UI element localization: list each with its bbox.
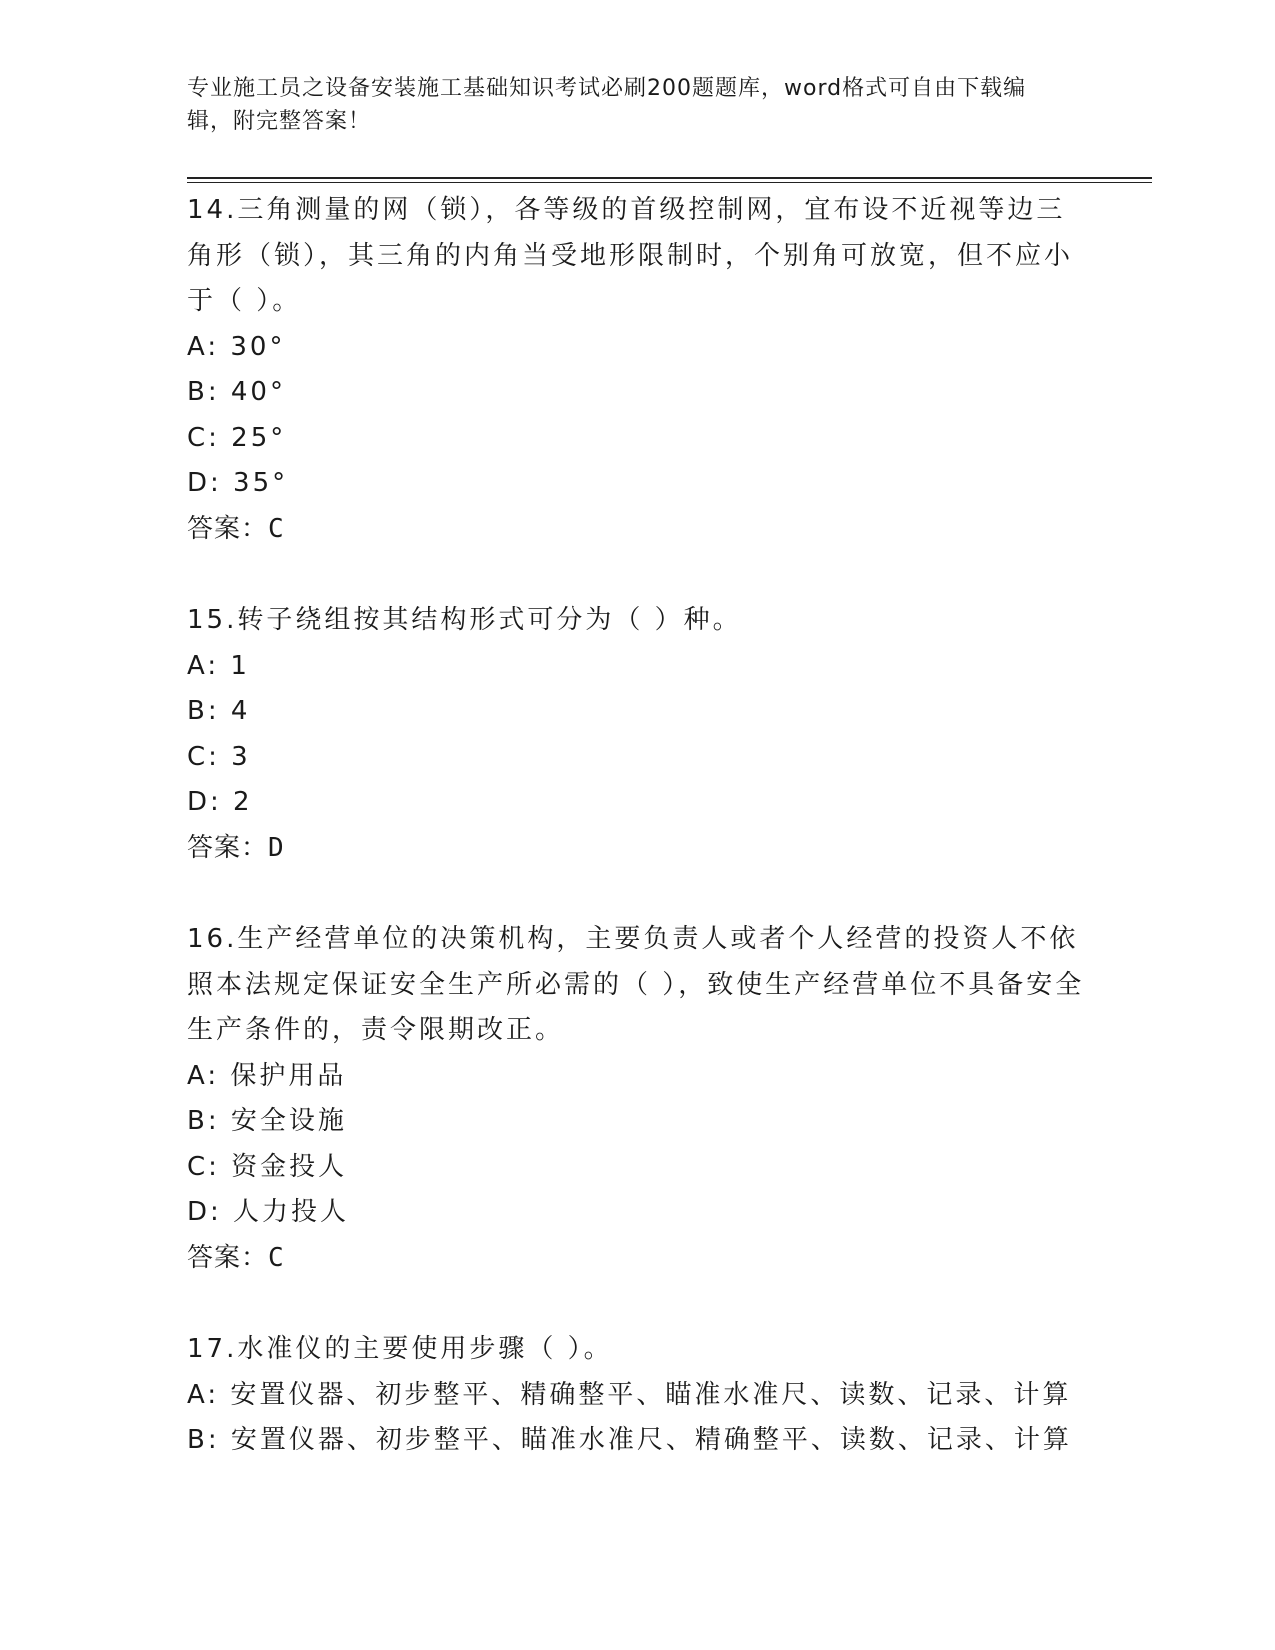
option-b: B: 安置仪器、初步整平、瞄准水准尺、精确整平、读数、记录、计算 bbox=[187, 1425, 1072, 1455]
option-c: C: 3 bbox=[187, 741, 251, 772]
option-d: D: 2 bbox=[187, 787, 253, 817]
answer-line: 答案：D bbox=[187, 832, 285, 863]
header-divider-thick bbox=[187, 177, 1152, 179]
question-list bbox=[187, 188, 1087, 1464]
option-a: A: 1 bbox=[187, 650, 250, 681]
question-stem: 16.生产经营单位的决策机构，主要负责人或者个人经营的投资人不依照本法规定保证安全生产所必需的（ ），致使生产经营单位不具备安全生产条件的，责令限期改正。 bbox=[187, 924, 1085, 1045]
question-stem: 17.水准仪的主要使用步骤（ ）。 bbox=[187, 1334, 613, 1364]
option-d: D: 人力投人 bbox=[187, 1197, 350, 1227]
option-c: C: 25° bbox=[187, 422, 287, 453]
option-b: B: 40° bbox=[187, 377, 286, 407]
option-b: B: 安全设施 bbox=[187, 1106, 347, 1136]
option-d: D: 35° bbox=[187, 468, 289, 498]
question-block bbox=[187, 1327, 1087, 1464]
option-c: C: 资金投人 bbox=[187, 1151, 348, 1182]
option-a: A: 保护用品 bbox=[187, 1060, 347, 1091]
option-a: A: 安置仪器、初步整平、精确整平、瞄准水准尺、读数、记录、计算 bbox=[187, 1379, 1072, 1410]
spacer bbox=[187, 1281, 1087, 1327]
question-block bbox=[187, 917, 1087, 1281]
option-a: A: 30° bbox=[187, 331, 286, 362]
document-header: 专业施工员之设备安装施工基础知识考试必刷200题题库，word格式可自由下载编辑，附完整答案！ bbox=[187, 76, 1027, 134]
spacer bbox=[187, 552, 1087, 598]
question-block bbox=[187, 598, 1087, 871]
question-stem: 14.三角测量的网（锁），各等级的首级控制网，宜布设不近视等边三角形（锁），其三角的内角当受地形限制时，个别角可放宽，但不应小于（ ）。 bbox=[187, 195, 1074, 316]
answer-line: 答案：C bbox=[187, 1242, 285, 1273]
question-stem: 15.转子绕组按其结构形式可分为（ ）种。 bbox=[187, 605, 742, 635]
spacer bbox=[187, 871, 1087, 917]
header-divider-thin bbox=[187, 182, 1152, 183]
option-b: B: 4 bbox=[187, 696, 251, 726]
answer-line: 答案：C bbox=[187, 513, 285, 544]
question-block bbox=[187, 188, 1087, 552]
